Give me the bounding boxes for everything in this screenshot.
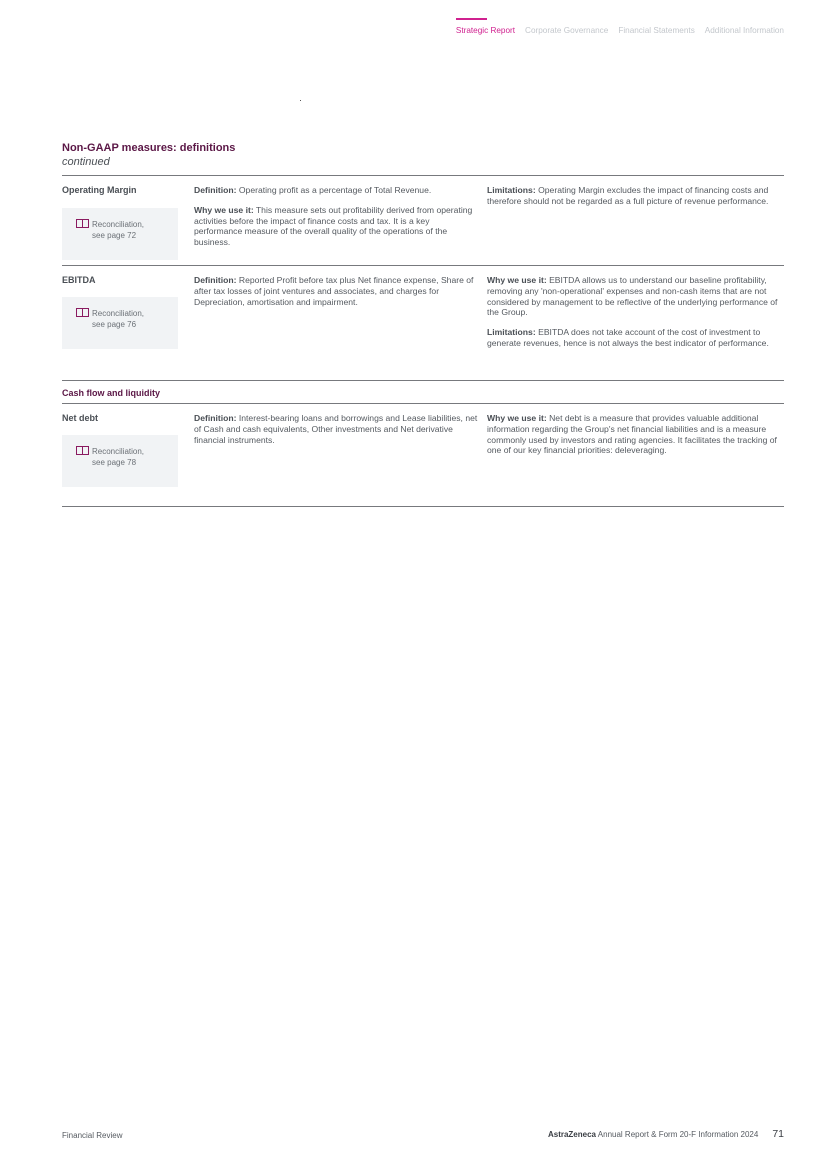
footer-brand: AstraZeneca [547, 1130, 596, 1139]
table-rule [62, 265, 784, 266]
definition-text: Interest-bearing loans and borrowings and Lease liabilities, net of Cash and cash equivalents, Other investments and Net derivative financial instruments. [194, 413, 478, 445]
nav-corporate-governance[interactable]: Corporate Governance [525, 26, 609, 35]
reconciliation-page: see page 78 [92, 458, 137, 467]
stray-dot [300, 100, 301, 101]
why-cell-net-debt [487, 413, 785, 456]
nav-additional-information[interactable]: Additional Information [704, 26, 784, 35]
definition-text: Reported Profit before tax plus Net finance expense, Share of after tax losses of joint ventures and associates, and charges for Depreciation, amortisation and impairment. [194, 275, 474, 307]
why-text: This measure sets out profitability derived from operating activities before the impact of finance costs and tax. It is a key performance measure of the overall quality of the operations of the business. [194, 204, 473, 248]
definition-cell-net-debt [194, 413, 478, 445]
reconciliation-text: Reconciliation, [92, 309, 145, 318]
reconciliation-page: see page 72 [92, 231, 137, 240]
footer-section: Financial Review [62, 1131, 123, 1140]
page-number: 71 [772, 1128, 784, 1140]
limitations-cell-operating-margin [487, 185, 785, 207]
row-label-operating-margin: Operating Margin [62, 185, 137, 195]
limitations-text: Operating Margin excludes the impact of financing costs and therefore should not be regarded as a full picture of revenue performance. [487, 185, 769, 206]
why-text: EBITDA allows us to understand our baseline profitability, removing any 'non-operational' expenses and non-cash items that are not considered by management to be reflective of the underlying performance of the Group. [487, 275, 778, 318]
table-rule [62, 380, 784, 381]
nav-strategic-report[interactable]: Strategic Report [456, 18, 515, 35]
why-label: Why we use it: [194, 204, 254, 215]
definition-cell-ebitda [194, 275, 478, 307]
why-label: Why we use it: [487, 275, 547, 285]
reconciliation-text: Reconciliation, [92, 220, 145, 229]
table-rule [62, 175, 784, 176]
limitations-label: Limitations: [487, 185, 536, 195]
why-text: Net debt is a measure that provides valuable additional information regarding the Group's net financial liabilities and is a measure commonly used by investors and rating agencies. It facilitates the tracking of one of our key financial priorities: deleveraging. [487, 413, 777, 456]
group-label-cash-flow: Cash flow and liquidity [62, 388, 161, 398]
definition-label: Definition: [194, 275, 237, 285]
nav-financial-statements[interactable]: Financial Statements [618, 26, 695, 35]
reconciliation-link-net-debt[interactable] [62, 435, 178, 487]
table-rule [62, 403, 784, 404]
reconciliation-link-operating-margin[interactable] [62, 208, 178, 260]
definition-label: Definition: [194, 185, 237, 195]
section-subtitle: continued [62, 156, 110, 168]
table-rule [62, 506, 784, 507]
limitations-text: EBITDA does not take account of the cost of investment to generate revenues, hence is not always the best indicator of performance. [487, 327, 769, 348]
definition-text: Operating profit as a percentage of Total Revenue. [238, 185, 432, 195]
footer-report-info [548, 1128, 784, 1140]
reconciliation-text: Reconciliation, [92, 447, 145, 456]
definition-label: Definition: [194, 413, 237, 423]
why-cell-ebitda [487, 275, 785, 349]
definition-cell-operating-margin [194, 185, 478, 248]
book-icon [76, 446, 89, 455]
reconciliation-link-ebitda[interactable] [62, 297, 178, 349]
why-label: Why we use it: [487, 413, 547, 423]
footer-report: Annual Report & Form 20-F Information 2024 [597, 1130, 759, 1139]
book-icon [76, 219, 89, 228]
row-label-ebitda: EBITDA [62, 275, 96, 285]
top-navigation [456, 18, 784, 35]
limitations-label: Limitations: [487, 327, 536, 338]
row-label-net-debt: Net debt [62, 413, 98, 423]
reconciliation-page: see page 76 [92, 320, 137, 329]
section-title: Non-GAAP measures: definitions [62, 142, 236, 154]
book-icon [76, 308, 89, 317]
